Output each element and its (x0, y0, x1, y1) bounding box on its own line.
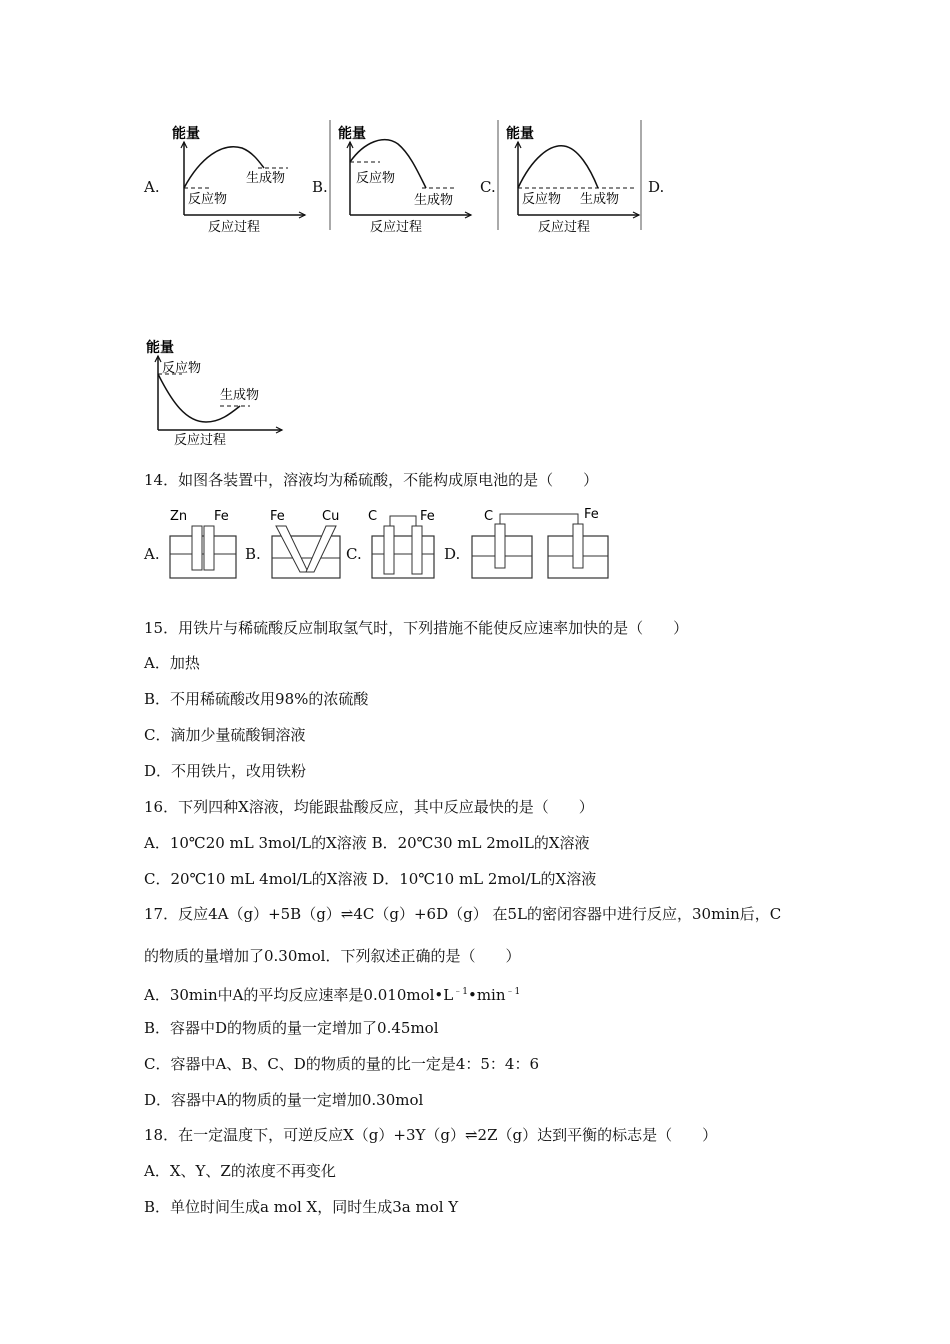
label-reactant: 反应物 (188, 192, 228, 207)
q18-option-b: B．单位时间生成a mol X，同时生成3a mol Y (144, 1198, 459, 1216)
q16-options-row-2: C．20℃10 mL 4mol/L的X溶液 D．10℃10 mL 2mol/L的X溶液 (144, 870, 597, 888)
label-reactant: 反应物 (356, 171, 396, 186)
q17-option-a-text: A．30min中A的平均反应速率是0.010mol•L (144, 986, 454, 1004)
electrode-label-fe: Fe (270, 509, 285, 524)
axis-label-energy: 能量 (146, 340, 174, 356)
label-reactant: 反应物 (522, 192, 562, 207)
q13-option-b-letter: B. (312, 178, 328, 196)
axis-label-process: 反应过程 (538, 220, 591, 235)
q14-option-a-letter: A. (144, 545, 160, 563)
axis-label-energy: 能量 (338, 126, 366, 142)
q14-option-d-letter: D. (444, 545, 461, 563)
label-product: 生成物 (580, 192, 620, 207)
q18-option-a: A．X、Y、Z的浓度不再变化 (144, 1162, 336, 1180)
label-product: 生成物 (220, 388, 260, 403)
q15-option-a: A．加热 (144, 654, 200, 672)
q17-stem-line-2: 的物质的量增加了0.30mol．下列叙述正确的是（ ） (144, 947, 521, 965)
q15-option-d: D．不用铁片，改用铁粉 (144, 762, 307, 780)
electrode-label-c: C (368, 509, 378, 524)
label-reactant: 反应物 (162, 361, 202, 376)
q18-stem: 18．在一定温度下，可逆反应X（g）+3Y（g）⇌2Z（g）达到平衡的标志是（ ） (144, 1126, 718, 1144)
q14-stem: 14．如图各装置中，溶液均为稀硫酸，不能构成原电池的是（ ） (144, 471, 599, 489)
q17-option-a-unit: •min (467, 986, 506, 1004)
electrode-label-fe: Fe (584, 507, 599, 522)
label-product: 生成物 (414, 193, 454, 208)
q15-option-b: B．不用稀硫酸改用98%的浓硫酸 (144, 690, 369, 708)
q16-stem: 16．下列四种X溶液，均能跟盐酸反应，其中反应最快的是（ ） (144, 798, 594, 816)
q13-energy-diagram-d (144, 336, 294, 451)
q15-stem: 15．用铁片与稀硫酸反应制取氢气时，下列措施不能使反应速率加快的是（ ） (144, 619, 689, 637)
axis-label-energy: 能量 (506, 126, 534, 142)
axis-label-energy: 能量 (172, 126, 200, 142)
q15-option-c: C．滴加少量硫酸铜溶液 (144, 726, 306, 744)
q17-option-b: B．容器中D的物质的量一定增加了0.45mol (144, 1019, 439, 1037)
q17-option-a-exponent-2: ﹣1 (505, 987, 521, 997)
q13-energy-diagram-c (494, 120, 644, 240)
q13-energy-diagram-b (326, 120, 476, 240)
axis-label-process: 反应过程 (208, 220, 261, 235)
q14-cell-d (466, 502, 616, 580)
q13-option-a-letter: A. (144, 178, 160, 196)
q14-cell-c (366, 506, 440, 580)
electrode-label-c: C (484, 509, 494, 524)
q14-cell-b (266, 506, 346, 580)
electrode-label-zn: Zn (170, 509, 188, 524)
electrode-label-fe: Fe (214, 509, 229, 524)
q17-option-a-exponent-1: ﹣1 (453, 987, 468, 997)
label-product: 生成物 (246, 171, 286, 186)
q14-cell-a (166, 506, 242, 580)
q17-option-c: C．容器中A、B、C、D的物质的量的比一定是4：5：4：6 (144, 1055, 540, 1073)
q13-option-d-letter: D. (648, 178, 665, 196)
q17-stem-line-1: 17．反应4A（g）+5B（g）⇌4C（g）+6D（g） 在5L的密闭容器中进行反应，30min后，C (144, 905, 782, 923)
q17-option-d: D．容器中A的物质的量一定增加0.30mol (144, 1091, 424, 1109)
q14-option-c-letter: C. (346, 545, 362, 563)
axis-label-process: 反应过程 (174, 433, 227, 448)
q13-energy-diagram-a (160, 120, 310, 240)
q14-option-b-letter: B. (245, 545, 261, 563)
q17-option-a (144, 982, 520, 1005)
q13-option-c-letter: C. (480, 178, 496, 196)
q16-options-row-1: A．10℃20 mL 3mol/L的X溶液 B．20℃30 mL 2molL的X溶液 (144, 834, 590, 852)
electrode-label-cu: Cu (322, 509, 340, 524)
axis-label-process: 反应过程 (370, 220, 423, 235)
electrode-label-fe: Fe (420, 509, 435, 524)
